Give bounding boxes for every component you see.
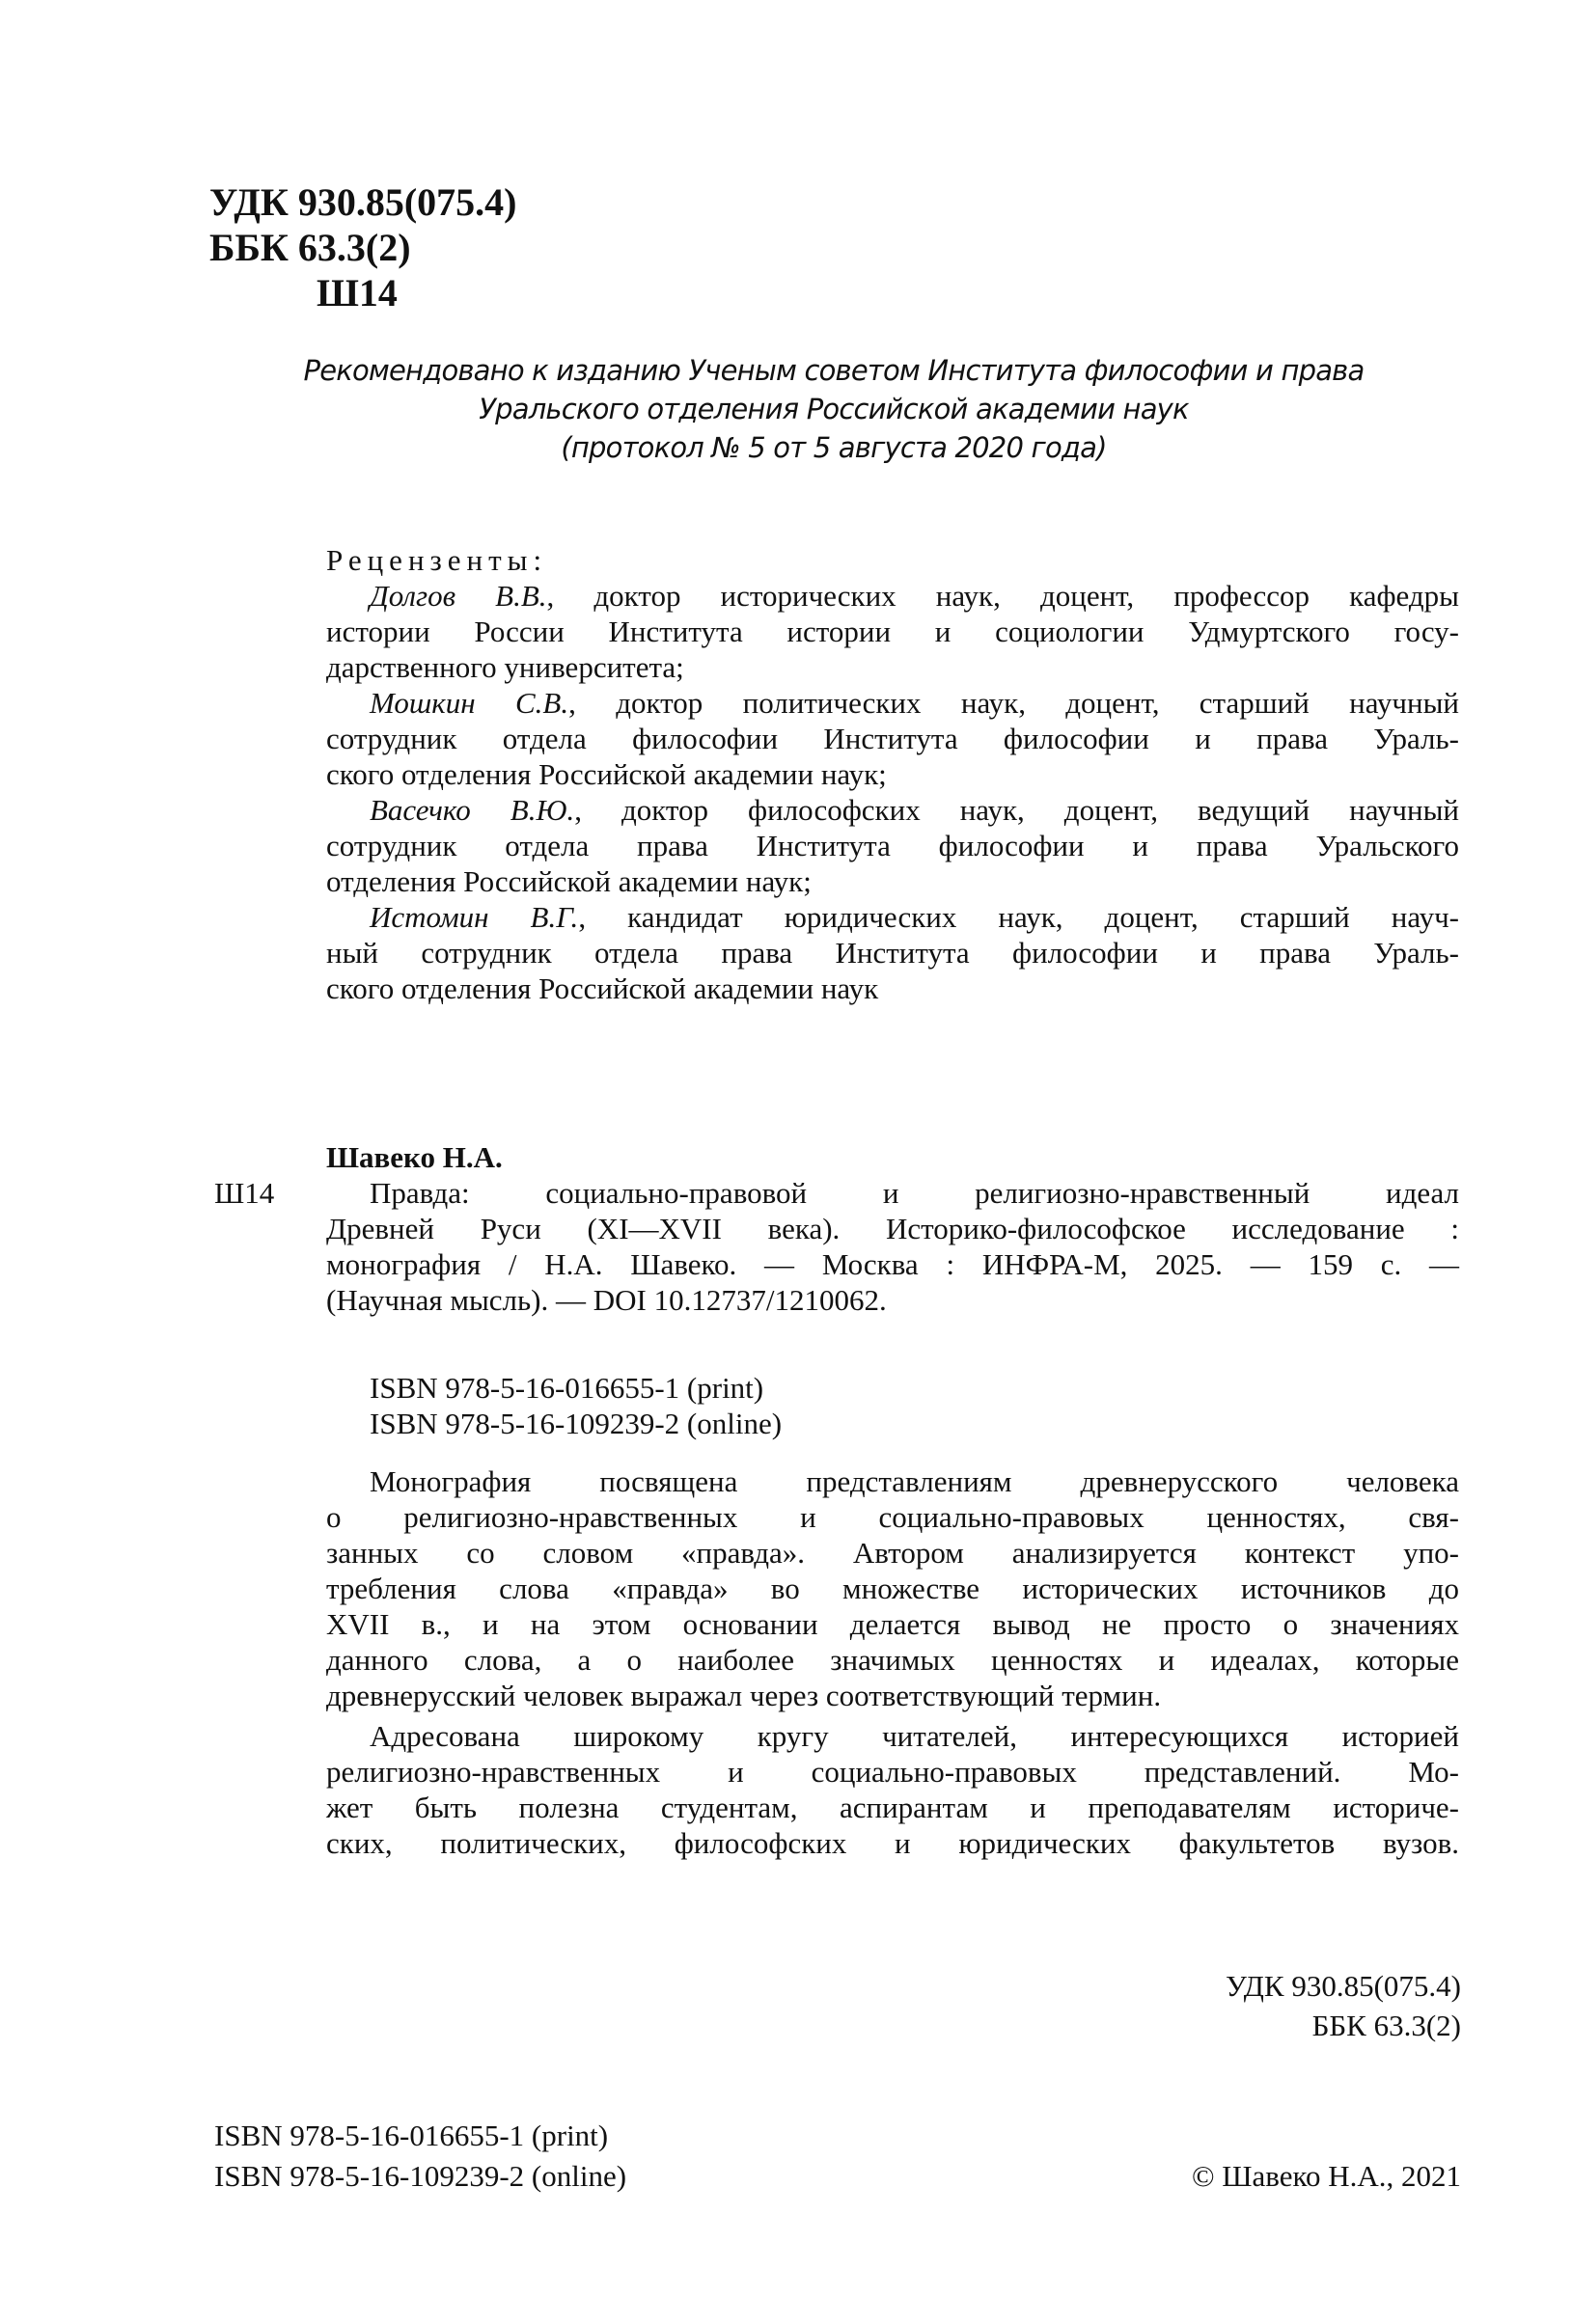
catalog-line: Правда: социально-правовой и религиозно-нравственный идеал [370, 1176, 1459, 1210]
reviewer-text-line: истории России Института истории и социологии Удмуртского госу- [326, 615, 1459, 648]
reviewer-text-line: дарственного университета; [326, 650, 684, 684]
annotation-line: религиозно-нравственных и социально-правовых представлений. Мо- [326, 1755, 1459, 1789]
udk-code: УДК 930.85(075.4) [209, 180, 517, 224]
catalog-description [326, 1175, 1459, 1318]
catalog-line: (Научная мысль). — DOI 10.12737/1210062. [326, 1283, 887, 1317]
annotation-line: требления слова «правда» во множестве исторических источников до [326, 1572, 1459, 1605]
catalog-isbn-block [326, 1370, 1459, 1441]
footer-isbn-online: ISBN 978-5-16-109239-2 (online) [214, 2159, 627, 2193]
annotation-line: занных со словом «правда». Автором анализируется контекст упо- [326, 1536, 1459, 1570]
reviewer-text-line: сотрудник отдела философии Института философии и права Ураль- [326, 722, 1459, 755]
reviewer-text-line: отделения Российской академии наук; [326, 864, 812, 898]
reviewers-title: Рецензенты: [326, 543, 548, 577]
recommendation-line-2: Уральского отделения Российской академии наук [479, 393, 1189, 425]
recommendation-line-1: Рекомендовано к изданию Ученым советом Института философии и права [303, 354, 1365, 387]
footer-isbn-print: ISBN 978-5-16-016655-1 (print) [214, 2119, 609, 2152]
catalog-line: монография / Н.А. Шавеко. — Москва : ИНФРА-М, 2025. — 159 с. — [326, 1247, 1459, 1281]
reviewer-entry: Мошкин С.В., доктор политических наук, доцент, старший научный [370, 686, 1460, 720]
catalog-author-mark: Ш14 [214, 1176, 275, 1210]
recommendation-line-3: (протокол № 5 от 5 августа 2020 года) [561, 431, 1107, 464]
catalog-line: Древней Руси (XI—XVII века). Историко-философское исследование : [326, 1212, 1459, 1245]
reviewer-entry: Васечко В.Ю., доктор философских наук, доцент, ведущий научный [370, 793, 1459, 827]
annotation-paragraph-2 [326, 1718, 1459, 1861]
reviewer-entry: Долгов В.В., доктор исторических наук, доцент, профессор кафедры [370, 579, 1459, 613]
footer-udk: УДК 930.85(075.4) [1225, 1969, 1461, 2003]
isbn-print: ISBN 978-5-16-016655-1 (print) [370, 1371, 764, 1405]
reviewer-name: Истомин В.Г. [370, 900, 579, 934]
reviewer-name: Мошкин С.В. [370, 686, 569, 720]
author-mark: Ш14 [317, 271, 398, 314]
annotation-line: данного слова, а о наиболее значимых ценностях и идеалах, которые [326, 1643, 1459, 1677]
bbk-code: ББК 63.3(2) [209, 226, 411, 269]
annotation-line: ских, политических, философских и юридических факультетов вузов. [326, 1826, 1459, 1860]
copyright-notice: © Шавеко Н.А., 2021 [1191, 2159, 1461, 2193]
annotation-line: Адресована широкому кругу читателей, интересующихся историей [370, 1719, 1459, 1753]
reviewer-text-line: ского отделения Российской академии наук [326, 971, 879, 1005]
reviewer-text-line: ского отделения Российской академии наук; [326, 757, 887, 791]
annotation-line: о религиозно-нравственных и социально-правовых ценностях, свя- [326, 1500, 1459, 1534]
footer-bbk: ББК 63.3(2) [1311, 2009, 1461, 2042]
reviewer-name: Васечко В.Ю. [370, 793, 575, 827]
reviewer-text-line: сотрудник отдела права Института философии и права Уральского [326, 829, 1459, 862]
reviewers-section [326, 542, 1459, 1006]
catalog-author-heading: Шавеко Н.А. [326, 1140, 503, 1174]
reviewer-name: Долгов В.В. [370, 579, 547, 613]
annotation-line: Монография посвящена представлениям древнерусского человека [370, 1464, 1459, 1498]
isbn-online: ISBN 978-5-16-109239-2 (online) [370, 1407, 783, 1440]
reviewer-text-line: ный сотрудник отдела права Института философии и права Ураль- [326, 936, 1459, 970]
annotation-line: древнерусский человек выражал через соответствующий термин. [326, 1679, 1162, 1712]
reviewer-entry: Истомин В.Г., кандидат юридических наук, доцент, старший науч- [370, 900, 1460, 934]
annotation-line: жет быть полезна студентам, аспирантам и преподавателям историче- [326, 1791, 1459, 1824]
annotation-paragraph-1 [326, 1463, 1459, 1713]
annotation-line: XVII в., и на этом основании делается вывод не просто о значениях [326, 1607, 1459, 1641]
